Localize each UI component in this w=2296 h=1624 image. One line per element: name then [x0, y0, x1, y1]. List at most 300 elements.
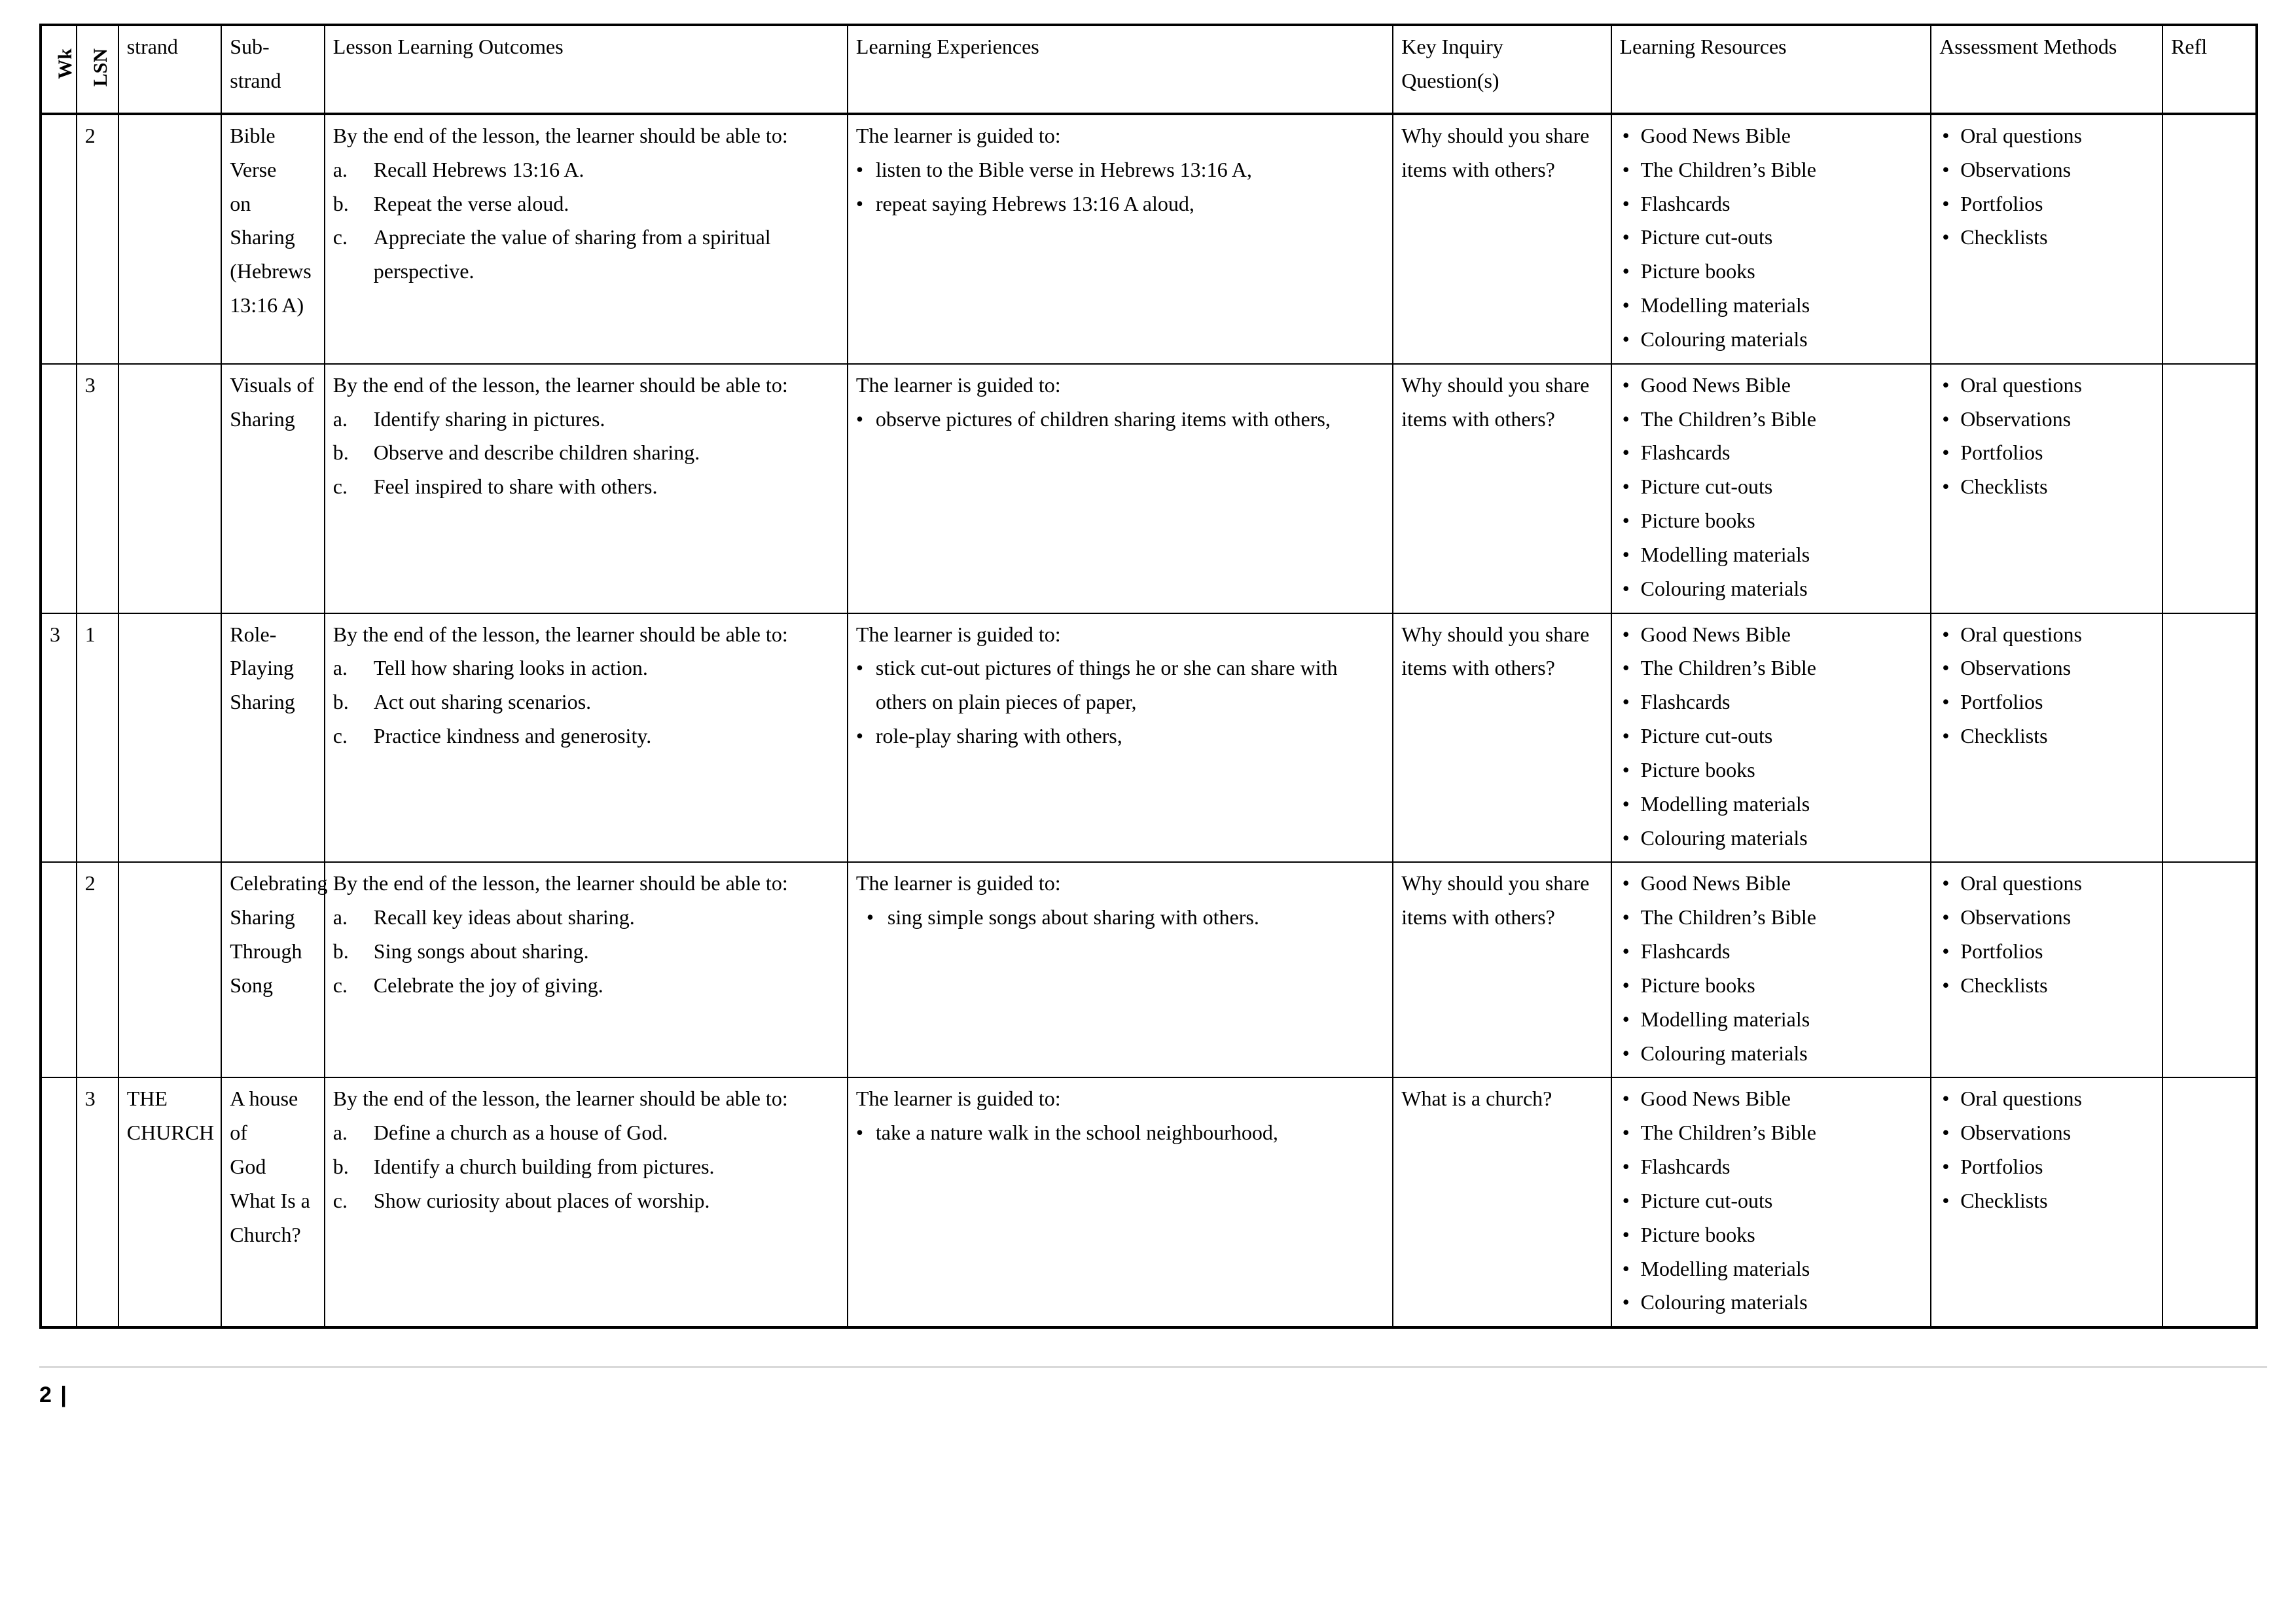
learning-resource-text: Picture books [1640, 757, 1755, 782]
bullet-icon: • [1622, 825, 1630, 850]
sub-strand-line: on Sharing [230, 191, 295, 249]
llo-item-text: Observe and describe children sharing. [373, 441, 700, 465]
llo-item-text: Repeat the verse aloud. [373, 191, 569, 215]
llo-stem: By the end of the lesson, the learner should be able to: [332, 124, 788, 147]
llo-item [333, 470, 840, 504]
learning-resource-item [1620, 153, 1924, 187]
bullet-icon: • [866, 905, 874, 929]
llo-item [333, 719, 840, 753]
learning-resources-list [1620, 618, 1924, 856]
bullet-icon: • [1622, 293, 1630, 317]
bullet-icon: • [1622, 157, 1630, 181]
bullet-icon: • [1942, 225, 1950, 249]
learning-experience-item [856, 1116, 1386, 1150]
learning-resource-item [1620, 369, 1924, 403]
llo-item-text: Celebrate the joy of giving. [373, 973, 603, 997]
llo-list [333, 403, 840, 504]
header-row [41, 25, 2257, 114]
cell-lesson-number: 3 [77, 364, 118, 613]
bullet-icon: • [1622, 542, 1630, 566]
llo-item-marker: a. [332, 905, 348, 929]
llo-list [333, 153, 840, 289]
cell-learning-resources [1611, 613, 1931, 863]
learning-resource-item [1620, 403, 1924, 437]
cell-week: 3 [41, 613, 77, 863]
learning-resource-item [1620, 504, 1924, 538]
cell-sub-strand [221, 364, 325, 613]
llo-stem: By the end of the lesson, the learner should be able to: [332, 1087, 788, 1111]
cell-assessment-methods [1931, 1077, 2162, 1327]
assessment-method-text: Portfolios [1960, 690, 2043, 714]
learning-resource-text: Modelling materials [1640, 293, 1810, 317]
bullet-icon: • [1942, 1087, 1950, 1111]
learning-experience-item [856, 153, 1386, 187]
llo-item-text: Recall key ideas about sharing. [373, 905, 635, 929]
learning-resource-item [1620, 719, 1924, 753]
assessment-method-item [1939, 187, 2155, 221]
bullet-icon: • [1622, 973, 1630, 997]
learning-resources-list [1620, 1082, 1924, 1320]
bullet-icon: • [1942, 622, 1950, 646]
bullet-icon: • [1622, 939, 1630, 964]
learning-resource-text: Picture books [1640, 259, 1755, 283]
llo-item [333, 651, 840, 685]
bullet-icon: • [855, 724, 864, 748]
cell-lesson-learning-outcomes [325, 613, 848, 863]
assessment-method-item [1939, 1116, 2155, 1150]
cell-reflection [2162, 114, 2257, 364]
llo-item-marker: c. [332, 1188, 348, 1212]
cell-assessment-methods [1931, 862, 2162, 1077]
assessment-method-item [1939, 867, 2155, 901]
cell-key-inquiry-question: Why should you share items with others? [1393, 114, 1611, 364]
bullet-icon: • [1942, 1155, 1950, 1179]
table-body [41, 114, 2257, 1327]
learning-experience-stem: The learner is guided to: [855, 1087, 1061, 1111]
table-row [41, 613, 2257, 863]
sub-strand-line: What Is a [230, 1188, 310, 1212]
llo-item-marker: b. [332, 441, 349, 465]
assessment-method-item [1939, 719, 2155, 753]
cell-week [41, 862, 77, 1077]
bullet-icon: • [1622, 724, 1630, 748]
assessment-method-text: Oral questions [1960, 124, 2082, 147]
learning-resource-item [1620, 187, 1924, 221]
assessment-method-text: Oral questions [1960, 372, 2082, 397]
assessment-method-item [1939, 901, 2155, 935]
table-header [41, 25, 2257, 114]
learning-resource-text: Good News Bible [1640, 1087, 1791, 1111]
learning-resource-text: Colouring materials [1640, 1290, 1808, 1314]
learning-resource-item [1620, 935, 1924, 969]
learning-resource-text: Picture books [1640, 973, 1755, 997]
llo-item-marker: a. [332, 656, 348, 680]
assessment-method-item [1939, 969, 2155, 1003]
cell-sub-strand [221, 613, 325, 863]
bullet-icon: • [855, 157, 864, 181]
learning-resource-item [1620, 1218, 1924, 1252]
llo-item [333, 153, 840, 187]
bullet-icon: • [1942, 475, 1950, 499]
cell-lesson-number: 3 [77, 1077, 118, 1327]
assessment-method-text: Portfolios [1960, 191, 2043, 215]
bullet-icon: • [1942, 124, 1950, 147]
cell-lesson-number: 2 [77, 862, 118, 1077]
learning-resource-text: Modelling materials [1640, 1007, 1810, 1031]
llo-item [333, 187, 840, 221]
learning-resource-text: Colouring materials [1640, 825, 1808, 850]
assessment-method-text: Portfolios [1960, 1155, 2043, 1179]
bullet-icon: • [1622, 1155, 1630, 1179]
header-lsn [77, 25, 118, 114]
learning-experience-list [856, 1116, 1386, 1150]
llo-item-marker: b. [332, 690, 349, 714]
learning-resource-text: Good News Bible [1640, 871, 1791, 895]
assessment-method-item [1939, 221, 2155, 255]
cell-lesson-learning-outcomes [325, 114, 848, 364]
learning-experience-text: observe pictures of children sharing items with others, [875, 406, 1331, 431]
cell-sub-strand [221, 1077, 325, 1327]
assessment-methods-list [1939, 369, 2155, 504]
llo-stem: By the end of the lesson, the learner should be able to: [332, 372, 788, 397]
assessment-method-item [1939, 369, 2155, 403]
cell-assessment-methods [1931, 114, 2162, 364]
llo-list [333, 651, 840, 753]
assessment-method-text: Checklists [1960, 475, 2048, 499]
llo-item-text: Recall Hebrews 13:16 A. [373, 157, 584, 181]
learning-resource-item [1620, 685, 1924, 719]
sub-strand-line: Sharing [230, 690, 295, 714]
learning-resource-text: Flashcards [1640, 690, 1731, 714]
llo-item [333, 901, 840, 935]
llo-item [333, 1184, 840, 1218]
cell-reflection [2162, 364, 2257, 613]
table-row [41, 1077, 2257, 1327]
llo-item-text: Sing songs about sharing. [373, 939, 589, 964]
llo-item-marker: c. [332, 724, 348, 748]
bullet-icon: • [855, 406, 864, 431]
cell-strand [118, 114, 222, 364]
sub-strand-line: Church? [230, 1222, 301, 1246]
learning-resource-item [1620, 323, 1924, 357]
bullet-icon: • [1622, 757, 1630, 782]
sub-strand-line: (Hebrews [230, 259, 312, 283]
assessment-methods-list [1939, 1082, 2155, 1218]
cell-lesson-number: 1 [77, 613, 118, 863]
cell-learning-experiences [848, 613, 1393, 863]
bullet-icon: • [1622, 327, 1630, 351]
cell-key-inquiry-question: Why should you share items with others? [1393, 613, 1611, 863]
assessment-method-text: Observations [1960, 1121, 2072, 1145]
cell-lesson-learning-outcomes [325, 1077, 848, 1327]
header-lesson-learning-outcomes: Lesson Learning Outcomes [325, 25, 848, 114]
learning-experience-text: sing simple songs about sharing with others. [887, 905, 1259, 929]
sub-strand-line: Song [230, 973, 274, 997]
cell-lesson-number: 2 [77, 114, 118, 364]
bullet-icon: • [1622, 124, 1630, 147]
header-sub-strand: Sub-strand [221, 25, 325, 114]
bullet-icon: • [1622, 791, 1630, 816]
llo-item-marker: a. [332, 1121, 348, 1145]
cell-key-inquiry-question: Why should you share items with others? [1393, 364, 1611, 613]
header-assessment-methods: Assessment Methods [1931, 25, 2162, 114]
assessment-method-item [1939, 470, 2155, 504]
learning-resource-text: Modelling materials [1640, 542, 1810, 566]
learning-resource-item [1620, 255, 1924, 289]
header-wk [41, 25, 77, 114]
llo-item [333, 685, 840, 719]
learning-experience-text: take a nature walk in the school neighbourhood, [875, 1121, 1278, 1145]
learning-resource-text: Colouring materials [1640, 1041, 1808, 1065]
bullet-icon: • [1622, 690, 1630, 714]
learning-resource-item [1620, 1252, 1924, 1286]
learning-experience-text: listen to the Bible verse in Hebrews 13:16 A, [875, 157, 1252, 181]
cell-week [41, 1077, 77, 1327]
learning-resource-item [1620, 867, 1924, 901]
learning-resource-text: Picture cut-outs [1640, 1188, 1773, 1212]
assessment-method-item [1939, 403, 2155, 437]
learning-resource-text: Good News Bible [1640, 124, 1791, 147]
learning-experience-list [856, 403, 1386, 437]
table-row [41, 114, 2257, 364]
llo-item-marker: c. [332, 225, 348, 249]
cell-week [41, 364, 77, 613]
cell-learning-resources [1611, 1077, 1931, 1327]
learning-resource-text: Picture books [1640, 1222, 1755, 1246]
assessment-method-text: Checklists [1960, 1188, 2048, 1212]
llo-item [333, 436, 840, 470]
learning-resource-item [1620, 1116, 1924, 1150]
bullet-icon: • [1622, 225, 1630, 249]
learning-resource-item [1620, 1150, 1924, 1184]
learning-experience-text: repeat saying Hebrews 13:16 A aloud, [875, 191, 1194, 215]
bullet-icon: • [1622, 1041, 1630, 1065]
learning-resource-text: Picture books [1640, 509, 1755, 533]
cell-learning-experiences [848, 1077, 1393, 1327]
learning-resource-item [1620, 1037, 1924, 1071]
bullet-icon: • [1622, 475, 1630, 499]
assessment-method-text: Portfolios [1960, 441, 2043, 465]
assessment-method-text: Oral questions [1960, 622, 2082, 646]
llo-stem: By the end of the lesson, the learner should be able to: [332, 871, 788, 895]
header-strand: strand [118, 25, 222, 114]
llo-item [333, 935, 840, 969]
learning-resource-item [1620, 651, 1924, 685]
learning-resource-text: Modelling materials [1640, 791, 1810, 816]
llo-item-marker: b. [332, 191, 349, 215]
llo-item [333, 969, 840, 1003]
llo-item [333, 1116, 840, 1150]
bullet-icon: • [1942, 406, 1950, 431]
bullet-icon: • [1942, 939, 1950, 964]
learning-resources-list [1620, 369, 1924, 606]
learning-experience-item [856, 651, 1386, 719]
page-number: 2 | [39, 1382, 68, 1407]
assessment-method-text: Oral questions [1960, 871, 2082, 895]
assessment-method-item [1939, 651, 2155, 685]
bullet-icon: • [1622, 441, 1630, 465]
bullet-icon: • [1622, 1087, 1630, 1111]
learning-resource-item [1620, 787, 1924, 821]
assessment-method-item [1939, 618, 2155, 652]
header-learning-resources: Learning Resources [1611, 25, 1931, 114]
learning-resource-text: Colouring materials [1640, 327, 1808, 351]
learning-experience-stem: The learner is guided to: [855, 124, 1061, 147]
assessment-method-text: Observations [1960, 905, 2072, 929]
learning-resources-list [1620, 119, 1924, 357]
learning-resource-item [1620, 470, 1924, 504]
learning-resource-text: Flashcards [1640, 1155, 1731, 1179]
cell-week [41, 114, 77, 364]
learning-experience-stem: The learner is guided to: [855, 372, 1061, 397]
assessment-method-item [1939, 685, 2155, 719]
cell-sub-strand [221, 862, 328, 1077]
table-row [41, 364, 2257, 613]
learning-experience-stem: The learner is guided to: [855, 871, 1061, 895]
learning-resource-item [1620, 572, 1924, 606]
learning-resource-text: Good News Bible [1640, 622, 1791, 646]
llo-item-marker: a. [332, 157, 348, 181]
bullet-icon: • [1622, 1222, 1630, 1246]
sub-strand-line: Visuals of [230, 372, 314, 397]
assessment-method-item [1939, 1184, 2155, 1218]
learning-resource-text: Picture cut-outs [1640, 475, 1773, 499]
bullet-icon: • [855, 656, 864, 680]
llo-item-text: Identify sharing in pictures. [373, 406, 605, 431]
learning-resource-item [1620, 1184, 1924, 1218]
page-footer [39, 1366, 2267, 1408]
sub-strand-line: Role-Playing [230, 622, 295, 680]
learning-resource-item [1620, 618, 1924, 652]
llo-item-marker: c. [332, 475, 348, 499]
bullet-icon: • [1942, 372, 1950, 397]
assessment-methods-list [1939, 618, 2155, 753]
header-lsn-label: LSN [89, 48, 111, 87]
llo-item [333, 221, 840, 289]
llo-item-marker: c. [332, 973, 348, 997]
footer-divider [39, 1366, 2267, 1368]
learning-resource-item [1620, 1082, 1924, 1116]
sub-strand-line: Bible Verse [230, 124, 277, 181]
sub-strand-line: God [230, 1155, 266, 1179]
learning-experience-list [856, 153, 1386, 221]
assessment-method-item [1939, 1150, 2155, 1184]
cell-reflection [2162, 862, 2257, 1077]
bullet-icon: • [1622, 1188, 1630, 1212]
header-reflection: Refl [2162, 25, 2257, 114]
cell-learning-experiences [848, 862, 1393, 1077]
bullet-icon: • [1622, 871, 1630, 895]
assessment-methods-list [1939, 867, 2155, 1002]
learning-experience-list [856, 901, 1386, 935]
bullet-icon: • [1942, 724, 1950, 748]
learning-experience-text: role-play sharing with others, [875, 724, 1122, 748]
llo-item [333, 1150, 840, 1184]
llo-stem: By the end of the lesson, the learner should be able to: [332, 622, 788, 646]
llo-list [333, 901, 840, 1002]
llo-item-marker: b. [332, 939, 349, 964]
assessment-method-item [1939, 153, 2155, 187]
bullet-icon: • [1622, 1121, 1630, 1145]
learning-experience-list [856, 651, 1386, 753]
bullet-icon: • [1942, 690, 1950, 714]
llo-item-text: Act out sharing scenarios. [373, 690, 592, 714]
bullet-icon: • [1622, 1256, 1630, 1280]
learning-resource-text: The Children’s Bible [1640, 656, 1816, 680]
learning-resource-text: Flashcards [1640, 191, 1731, 215]
bullet-icon: • [1622, 576, 1630, 600]
cell-lesson-learning-outcomes [325, 364, 848, 613]
learning-resource-text: The Children’s Bible [1640, 905, 1816, 929]
llo-item-text: Define a church as a house of God. [373, 1121, 668, 1145]
assessment-method-text: Observations [1960, 157, 2072, 181]
bullet-icon: • [1622, 905, 1630, 929]
learning-resource-item [1620, 1286, 1924, 1320]
learning-resource-text: Picture cut-outs [1640, 724, 1773, 748]
bullet-icon: • [1622, 656, 1630, 680]
learning-resource-text: The Children’s Bible [1640, 157, 1816, 181]
sub-strand-line: Celebrating [230, 871, 328, 895]
learning-resources-list [1620, 867, 1924, 1070]
learning-resource-item [1620, 753, 1924, 787]
llo-item-text: Identify a church building from pictures. [373, 1155, 715, 1179]
cell-assessment-methods [1931, 364, 2162, 613]
assessment-methods-list [1939, 119, 2155, 255]
assessment-method-item [1939, 436, 2155, 470]
learning-experience-item [856, 403, 1386, 437]
llo-item-marker: a. [332, 406, 348, 431]
learning-resource-text: The Children’s Bible [1640, 406, 1816, 431]
assessment-method-item [1939, 1082, 2155, 1116]
cell-reflection [2162, 1077, 2257, 1327]
bullet-icon: • [1942, 1121, 1950, 1145]
learning-resource-text: Good News Bible [1640, 372, 1791, 397]
bullet-icon: • [1622, 259, 1630, 283]
learning-resource-item [1620, 289, 1924, 323]
learning-resource-item [1620, 119, 1924, 153]
cell-learning-resources [1611, 862, 1931, 1077]
llo-item-marker: b. [332, 1155, 349, 1179]
llo-item-text: Practice kindness and generosity. [373, 724, 652, 748]
learning-experience-text: stick cut-out pictures of things he or she can share with others on plain pieces of paper, [875, 656, 1338, 714]
llo-item-text: Show curiosity about places of worship. [373, 1188, 710, 1212]
learning-resource-text: Colouring materials [1640, 576, 1808, 600]
assessment-method-text: Observations [1960, 656, 2072, 680]
learning-resource-item [1620, 221, 1924, 255]
bullet-icon: • [1942, 157, 1950, 181]
learning-resource-item [1620, 1003, 1924, 1037]
assessment-method-text: Observations [1960, 406, 2072, 431]
cell-lesson-learning-outcomes [325, 862, 848, 1077]
learning-experience-item [856, 901, 1386, 935]
llo-item-text: Feel inspired to share with others. [373, 475, 658, 499]
bullet-icon: • [1622, 1007, 1630, 1031]
cell-strand: THE CHURCH [118, 1077, 222, 1327]
cell-reflection [2162, 613, 2257, 863]
sub-strand-line: Through [230, 939, 302, 964]
bullet-icon: • [1942, 656, 1950, 680]
cell-assessment-methods [1931, 613, 2162, 863]
llo-item [333, 403, 840, 437]
scheme-of-work-table [39, 24, 2258, 1329]
learning-resource-item [1620, 901, 1924, 935]
bullet-icon: • [1622, 191, 1630, 215]
llo-list [333, 1116, 840, 1218]
cell-key-inquiry-question: Why should you share items with others? [1393, 862, 1611, 1077]
learning-experience-stem: The learner is guided to: [855, 622, 1061, 646]
sub-strand-line: A house of [230, 1087, 298, 1145]
learning-resource-item [1620, 436, 1924, 470]
